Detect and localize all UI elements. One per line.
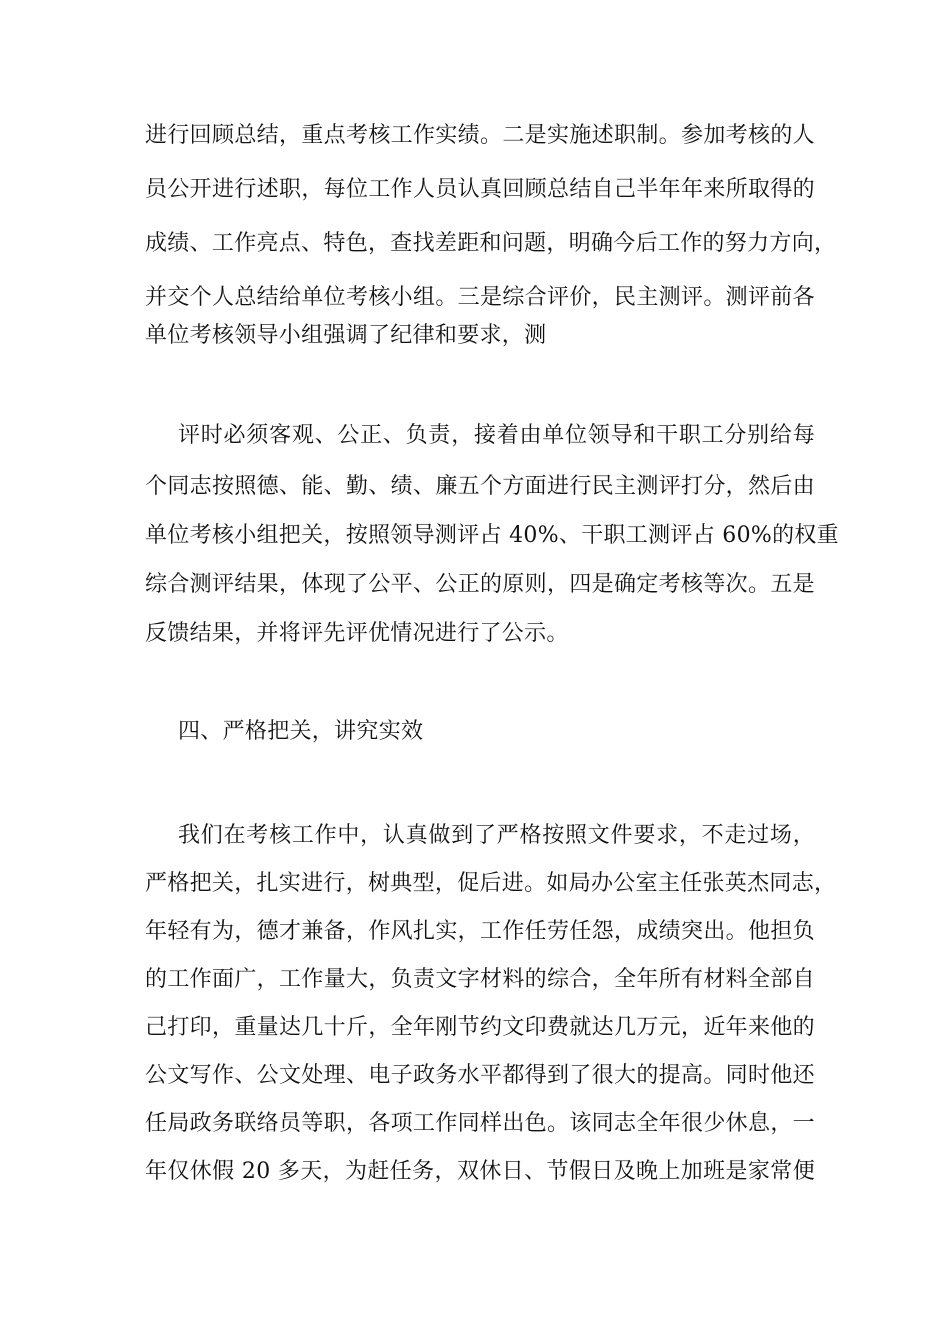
paragraph-1-line-1: 进行回顾总结，重点考核工作实绩。二是实施述职制。参加考核的人 xyxy=(145,123,815,148)
section-heading: 四、严格把关，讲究实效 xyxy=(178,719,424,744)
paragraph-1-line-2: 员公开进行述职，每位工作人员认真回顾总结自己半年年来所取得的 xyxy=(145,177,815,202)
paragraph-1-line-5: 单位考核领导小组强调了纪律和要求，测 xyxy=(145,323,547,348)
paragraph-2-line-5: 反馈结果，并将评先评优情况进行了公示。 xyxy=(145,621,569,646)
paragraph-3-line-3: 年轻有为，德才兼备，作风扎实，工作任劳任怨，成绩突出。他担负 xyxy=(145,919,815,944)
paragraph-2-line-4: 综合测评结果，体现了公平、公正的原则，四是确定考核等次。五是 xyxy=(145,572,815,597)
paragraph-2-line-1: 评时必须客观、公正、负责，接着由单位领导和干职工分别给每 xyxy=(178,423,815,448)
paragraph-3-line-2: 严格把关，扎实进行，树典型，促后进。如局办公室主任张英杰同志， xyxy=(145,871,837,896)
paragraph-2-line-3: 单位考核小组把关，按照领导测评占 40%、干职工测评占 60%的权重 xyxy=(145,523,839,548)
paragraph-3-line-8: 年仅休假 20 多天，为赶任务，双休日、节假日及晚上加班是家常便 xyxy=(145,1159,815,1184)
paragraph-3-line-4: 的工作面广，工作量大，负责文字材料的综合，全年所有材料全部自 xyxy=(145,967,815,992)
paragraph-1-line-4: 并交个人总结给单位考核小组。三是综合评价，民主测评。测评前各 xyxy=(145,285,815,310)
paragraph-3-line-6: 公文写作、公文处理、电子政务水平都得到了很大的提高。同时他还 xyxy=(145,1063,815,1088)
paragraph-2-line-2: 个同志按照德、能、勤、绩、廉五个方面进行民主测评打分，然后由 xyxy=(145,474,815,499)
paragraph-1-line-3: 成绩、工作亮点、特色，查找差距和问题，明确今后工作的努力方向， xyxy=(145,231,837,256)
paragraph-3-line-5: 己打印，重量达几十斤，全年刚节约文印费就达几万元，近年来他的 xyxy=(145,1015,815,1040)
paragraph-3-line-1: 我们在考核工作中，认真做到了严格按照文件要求，不走过场， xyxy=(178,823,815,848)
paragraph-3-line-7: 任局政务联络员等职，各项工作同样出色。该同志全年很少休息，一 xyxy=(145,1111,815,1136)
